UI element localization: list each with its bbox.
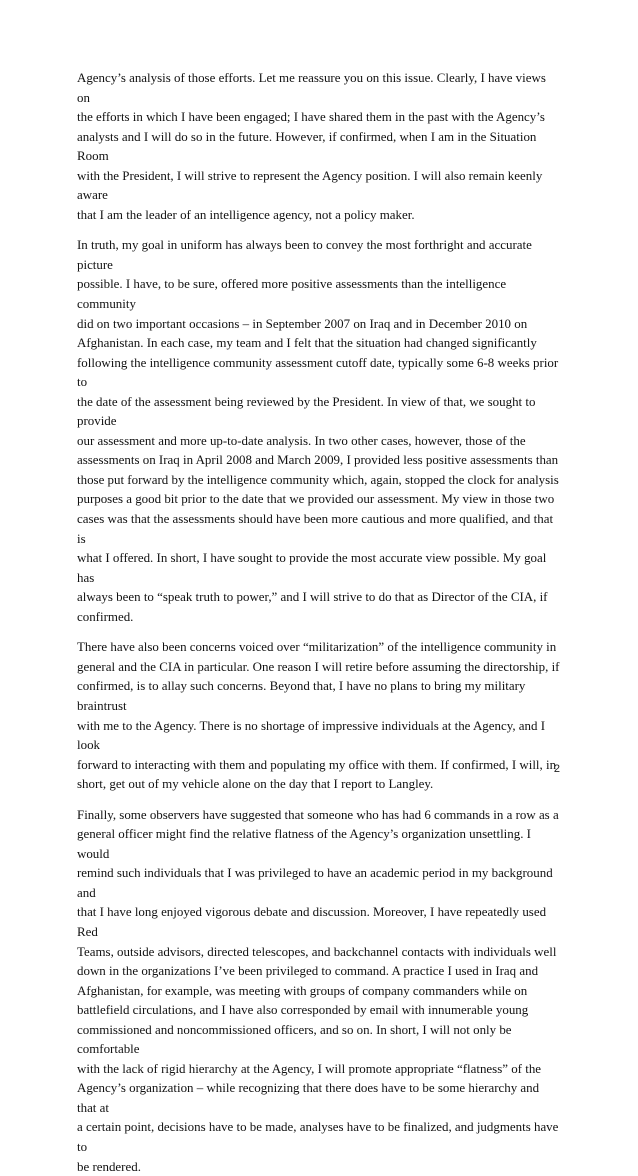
- paragraph-assessments: In truth, my goal in uniform has always been to convey the most forthright and accurate picture possible. I have, to be sure, offered more positive assessments than the intelligence community did on two important occasions – in September 2007 on Iraq and in December 2010 on Afghanistan. In each case, my team and I felt that the situation had changed significantly following the intelligence community assessment cutoff date, typically some 6-8 weeks prior to the date of the assessment being reviewed by the President. In view of that, we sought to provide our assessment and more up-to-date analysis. In two other cases, however, those of the assessments on Iraq in April 2008 and March 2009, I provided less positive assessments than those put forward by the intelligence community which, again, stopped the clock for analysis purposes a good bit prior to the date that we provided our assessment. My view in those two cases was that the assessments should have been more cautious and more qualified, and that is what I offered. In short, I have sought to provide the most accurate view possible. My goal has always been to “speak truth to power,” and I will strive to do that as Director of the CIA, if confirmed.: [77, 237, 559, 624]
- paragraph-militarization: There have also been concerns voiced over “militarization” of the intelligence community in general and the CIA in particular. One reason I will retire before assuming the directorship, if confirmed, is to allay such concerns. Beyond that, I have no plans to bring my military braintrust with me to the Agency. There is no shortage of impressive individuals at the Agency, and I look forward to interacting with them and populating my office with them. If confirmed, I will, in short, get out of my vehicle alone on the day that I report to Langley.: [77, 639, 560, 792]
- paragraph-organization-flatness: Finally, some observers have suggested that someone who has had 6 commands in a row as a general officer might find the relative flatness of the Agency’s organization unsettling. I would remind such individuals that I was privileged to have an academic period in my background and that I have long enjoyed vigorous debate and discussion. Moreover, I have repeatedly used Red Teams, outside advisors, directed telescopes, and backchannel contacts with individuals well down in the organizations I’ve been privileged to command. A practice I used in Iraq and Afghanistan, for example, was meeting with groups of company commanders while on battlefield circulations, and I have also corresponded by email with innumerable young commissioned and noncommissioned officers, and so on. In short, I will not only be comfortable with the lack of rigid hierarchy at the Agency, I will promote appropriate “flatness” of the Agency’s organization – while recognizing that there does have to be some hierarchy and that at a certain point, decisions have to be made, analyses have to be finalized, and judgments have to be rendered.: [77, 806, 559, 1174]
- page-number: 2: [553, 763, 560, 775]
- document-body: [77, 68, 561, 1176]
- paragraph-agency-analysis: Agency’s analysis of those efforts. Let me reassure you on this issue. Clearly, I have views on the efforts in which I have been engaged; I have shared them in the past with the Agency’s analysts and I will do so in the future. However, if confirmed, when I am in the Situation Room with the President, I will strive to represent the Agency position. I will also remain keenly aware that I am the leader of an intelligence agency, not a policy maker.: [77, 70, 546, 222]
